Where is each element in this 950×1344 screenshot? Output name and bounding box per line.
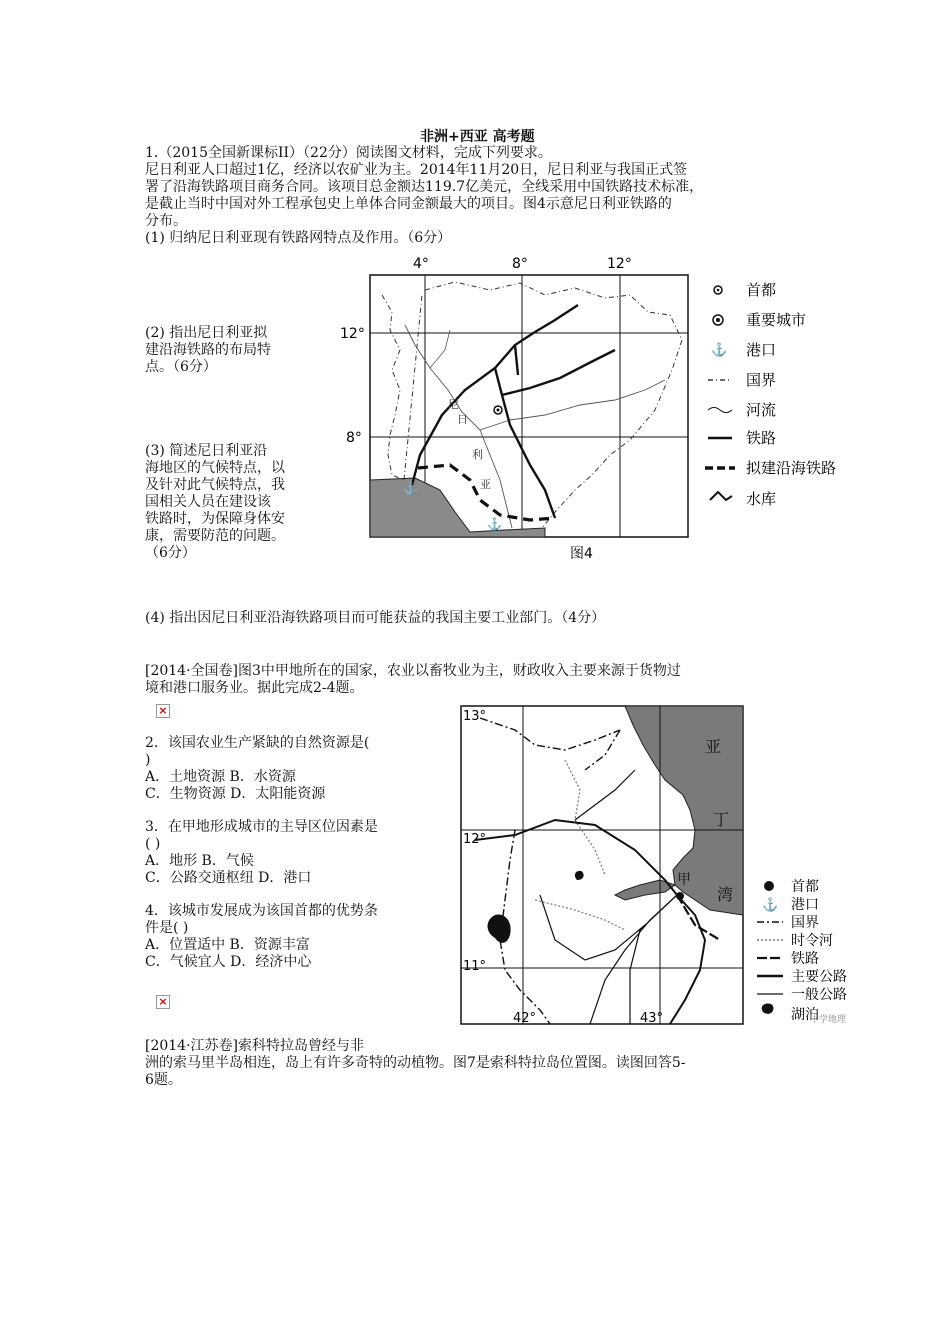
q1-sub2-line: 点。（6分） <box>145 359 217 375</box>
document-title: 非洲+西亚 高考题 <box>420 129 535 145</box>
q1-sub2-line: (2) 指出尼日利亚拟 <box>145 325 268 341</box>
svg-text:⚓: ⚓ <box>487 517 502 531</box>
q1-sub4: (4) 指出因尼日利亚沿海铁路项目而可能获益的我国主要工业部门。（4分） <box>145 610 606 626</box>
legend-label: 主要公路 <box>791 969 847 985</box>
lat-label: 11° <box>463 959 487 974</box>
q2-stem-line: 2．该国农业生产紧缺的自然资源是( <box>145 735 370 751</box>
country-char: 尼 <box>448 398 459 411</box>
watermark: 中学地理 <box>810 1015 847 1025</box>
svg-text:⚓: ⚓ <box>762 898 779 913</box>
q1-material-line: 尼日利亚人口超过1亿，经济以农矿业为主。2014年11月20日，尼日利亚与我国正式签 <box>145 162 688 178</box>
legend-label: 首都 <box>746 281 777 299</box>
city-label: 甲 <box>677 872 691 888</box>
lon-label: 42° <box>513 1011 537 1026</box>
q3-stem-line: 3．在甲地形成城市的主导区位因素是 <box>145 819 378 835</box>
q2-intro-line: 境和港口服务业。据此完成2-4题。 <box>145 680 364 696</box>
q5-line: 洲的索马里半岛相连，岛上有许多奇特的动植物。图7是索科特拉岛位置图。读图回答5- <box>145 1055 686 1071</box>
legend-label: 国界 <box>791 915 819 931</box>
legend-label: 重要城市 <box>746 311 807 329</box>
legend-label: 拟建沿海铁路 <box>746 459 837 477</box>
lat-label: 12° <box>463 832 487 847</box>
q4-stem-line: 件是( ) <box>145 920 189 936</box>
country-char: 日 <box>457 413 468 426</box>
q1-sub3-line: 海地区的气候特点，以 <box>145 460 285 476</box>
lon-label: 43° <box>640 1011 664 1026</box>
q1-sub2-line: 建沿海铁路的布局特 <box>145 342 271 358</box>
sea-char: 亚 <box>705 737 722 756</box>
legend-label: 湖泊 <box>791 1007 819 1023</box>
legend-label: 河流 <box>746 401 777 419</box>
lat-label: 12° <box>340 326 365 342</box>
q1-header: 1.（2015全国新课标II）（22分）阅读图文材料，完成下列要求。 <box>145 145 552 161</box>
map1-caption: 图4 <box>570 546 593 562</box>
q3-options: A．地形 B．气候 <box>145 853 254 869</box>
q2-options: C．生物资源 D．太阳能资源 <box>145 786 326 802</box>
sea-char: 丁 <box>713 810 730 829</box>
nigeria-railway-map <box>330 250 860 570</box>
map1-legend <box>705 281 836 508</box>
q1-material-line: 署了沿海铁路项目商务合同。该项目总金额达119.7亿美元，全线采用中国铁路技术标准， <box>145 179 704 195</box>
q5-line: [2014·江苏卷]索科特拉岛曾经与非 <box>145 1038 365 1054</box>
lon-label: 12° <box>607 256 632 272</box>
svg-text:⚓: ⚓ <box>403 481 418 495</box>
q3-stem-line: ( ) <box>145 836 161 852</box>
q3-options: C．公路交通枢纽 D．港口 <box>145 870 312 886</box>
lat-label: 8° <box>346 430 362 446</box>
djibouti-map <box>455 700 865 1032</box>
legend-label: 时令河 <box>791 933 833 949</box>
lon-label: 4° <box>413 256 429 272</box>
lat-label: 13° <box>463 709 487 724</box>
q1-material-line: 是截止当时中国对外工程承包史上单体合同金额最大的项目。图4示意尼日利亚铁路的 <box>145 196 672 212</box>
legend-label: 水库 <box>746 490 777 508</box>
legend-label: 一般公路 <box>791 987 847 1003</box>
q1-sub1: (1) 归纳尼日利亚现有铁路网特点及作用。（6分） <box>145 230 452 246</box>
svg-text:⚓: ⚓ <box>711 343 728 358</box>
country-char: 利 <box>472 448 483 461</box>
q1-sub3-line: 国相关人员在建设该 <box>145 494 271 510</box>
q2-options: A．土地资源 B．水资源 <box>145 769 296 785</box>
sea-char: 湾 <box>717 885 734 904</box>
legend-label: 港口 <box>746 341 777 359</box>
broken-image-icon: × <box>156 704 170 718</box>
lon-label: 8° <box>512 256 528 272</box>
q4-options: A．位置适中 B．资源丰富 <box>145 937 310 953</box>
legend-label: 铁路 <box>791 951 819 967</box>
q5-line: 6题。 <box>145 1072 182 1088</box>
q4-options: C．气候宜人 D．经济中心 <box>145 954 312 970</box>
q2-stem-line: ) <box>145 752 151 768</box>
q4-stem-line: 4．该城市发展成为该国首都的优势条 <box>145 903 378 919</box>
legend-label: 国界 <box>746 371 777 389</box>
q1-material-line: 分布。 <box>145 213 187 229</box>
q1-sub3-line: （6分） <box>145 545 196 561</box>
q1-sub3-line: 铁路时，为保障身体安 <box>145 511 285 527</box>
map2-legend <box>757 879 847 1025</box>
broken-image-icon: × <box>156 995 170 1009</box>
q1-sub3-line: 康，需要防范的问题。 <box>145 528 285 544</box>
legend-label: 首都 <box>791 879 819 895</box>
q1-sub3-line: 及针对此气候特点，我 <box>145 477 285 493</box>
legend-label: 铁路 <box>746 429 777 447</box>
legend-label: 港口 <box>791 897 819 913</box>
q2-intro-line: [2014·全国卷]图3中甲地所在的国家，农业以畜牧业为主，财政收入主要来源于货物过 <box>145 663 681 679</box>
country-char: 亚 <box>480 478 491 491</box>
q1-sub3-line: (3) 简述尼日利亚沿 <box>145 443 268 459</box>
